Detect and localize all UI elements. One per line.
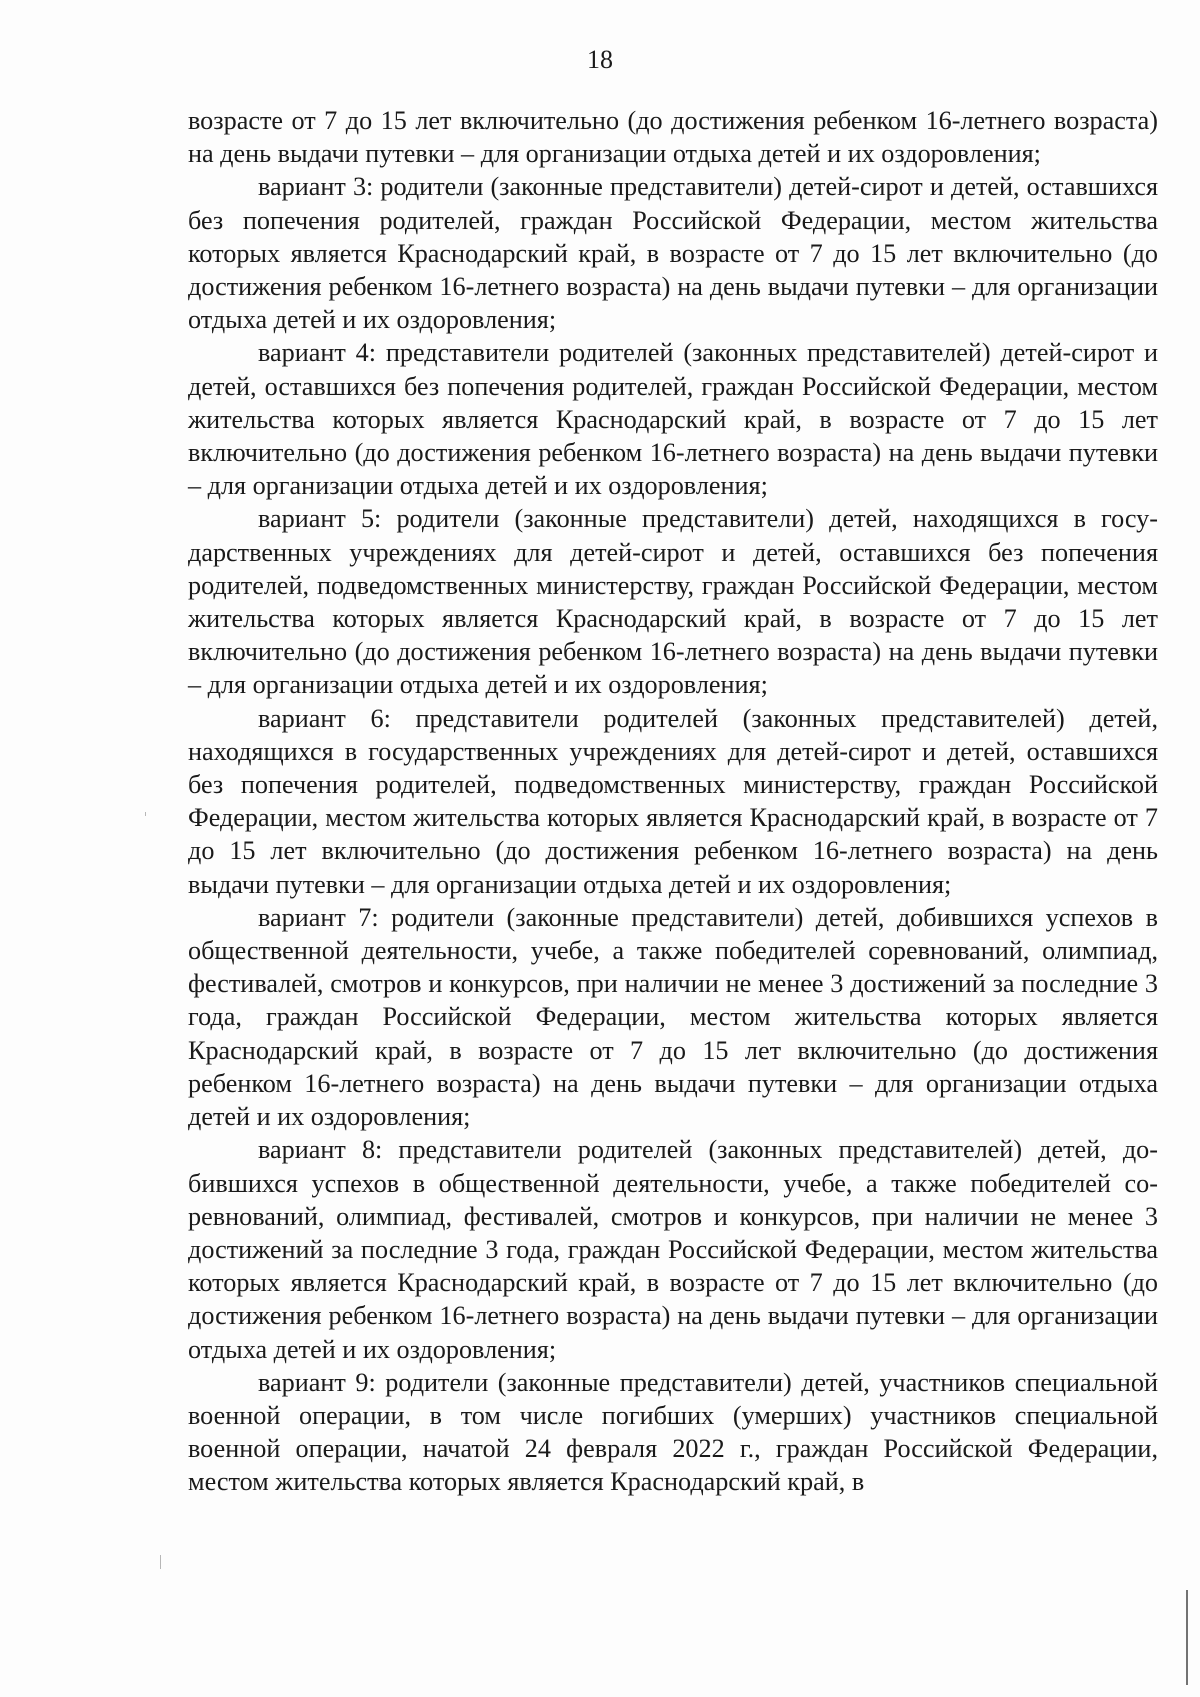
paragraph-variant-7: вариант 7: родители (законные представители) детей, добившихся успехов в общественной деятельности, учебе, а также победителей соревнований, олимпиад, фестивалей, смотров и конкурсов, при наличии не менее 3 достижений за последние 3 года, граждан Российской Федерации, местом жительства которых является Краснодарский край, в возрасте от 7 до 15 лет включительно (до достижения ребенком 16-летнего возраста) на день выдачи путевки – для организации отдыха детей и их оздоровления; bbox=[188, 902, 1158, 1132]
paragraph-continuation: возрасте от 7 до 15 лет включительно (до достижения ребенком 16-летнего возраста) на день выдачи путевки – для организации отдыха детей и их оздоровления; bbox=[188, 106, 1158, 169]
document-body bbox=[188, 104, 1158, 1499]
scan-speck bbox=[145, 812, 146, 816]
paragraph-variant-4: вариант 4: представители родителей (законных представителей) детей-сирот и детей, оставшихся без попечения родителей, граждан Российской Федерации, местом жительства которых является Краснодарский край, в возрасте от 7 до 15 лет включительно (до достижения ребенком 16-летнего возраста) на день выдачи путевки – для организации отдыха детей и их оздоровления; bbox=[188, 338, 1158, 501]
scan-edge-line bbox=[1186, 1590, 1188, 1685]
paragraph-variant-3: вариант 3: родители (законные представители) детей-сирот и детей, оставшихся без попечения родителей, граждан Российской Федерации, местом жительства которых является Краснодарский край, в возрасте от 7 до 15 лет включительно (до достижения ребенком 16-летнего возраста) на день выдачи путевки – для организации отдыха детей и их оздоровления; bbox=[188, 172, 1158, 335]
paragraph-variant-8: вариант 8: представители родителей (законных представителей) детей, добившихся успехов в общественной деятельности, учебе, а также победителей соревнований, олимпиад, фестивалей, смотров и конкурсов, при наличии не менее 3 достижений за последние 3 года, граждан Российской Федерации, местом жительства которых является Краснодарский край, в возрасте от 7 до 15 лет включительно (до достижения ребенком 16-летнего возраста) на день выдачи путевки – для организации отдыха детей и их оздоровления; bbox=[188, 1135, 1158, 1364]
paragraph-variant-6: вариант 6: представители родителей (законных представителей) детей, находящихся в государственных учреждениях для детей-сирот и детей, оставшихся без попечения родителей, подведомственных министерству, граждан Российской Федерации, местом жительства которых является Краснодарский край, в возрасте от 7 до 15 лет включительно (до достижения ребенком 16-летнего возраста) на день выдачи путевки – для организации отдыха детей и их оздоровления; bbox=[188, 703, 1158, 899]
paragraph-variant-9: вариант 9: родители (законные представители) детей, участников специальной военной операции, в том числе погибших (умерших) участников специальной военной операции, начатой 24 февраля 2022 г., граждан Российской Федерации, местом жительства которых является Краснодарский край, в bbox=[188, 1367, 1158, 1497]
scan-speck bbox=[160, 1555, 161, 1569]
page-number: 18 bbox=[587, 45, 613, 74]
paragraph-variant-5: вариант 5: родители (законные представители) детей, находящихся в государственных учреждениях для детей-сирот и детей, оставшихся без попечения родителей, подведомственных министерству, граждан Российской Федерации, местом жительства которых является Краснодарский край, в возрасте от 7 до 15 лет включительно (до достижения ребенком 16-летнего возраста) на день выдачи путевки – для организации отдыха детей и их оздоровления; bbox=[188, 504, 1158, 700]
